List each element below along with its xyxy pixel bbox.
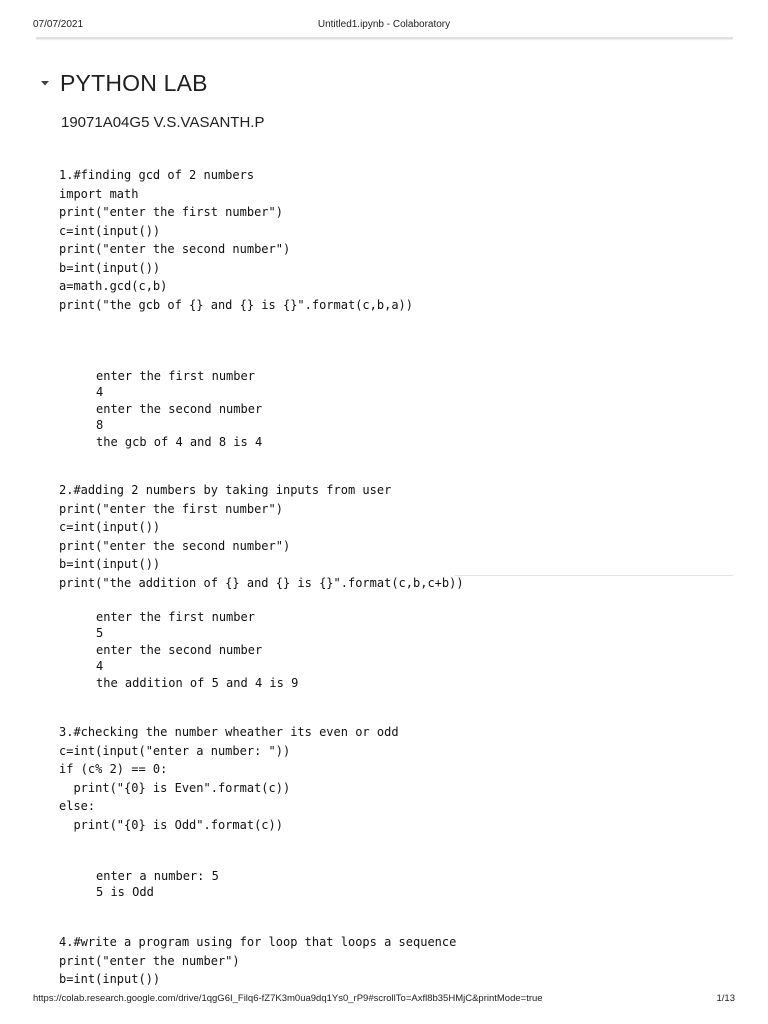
output-cell-2: enter the first number 5 enter the second number 4 the addition of 5 and 4 is 9: [96, 610, 299, 690]
print-date: 07/07/2021: [33, 19, 84, 30]
author-text: 19071A04G5 V.S.VASANTH.P: [61, 114, 265, 131]
cell-divider: [455, 575, 733, 576]
section-heading: [36, 66, 208, 100]
code-cell-2[interactable]: 2.#adding 2 numbers by taking inputs from user print("enter the first number") c=int(input()) print("enter the second number") b=int(input()) print("the addition of {} and {} is {}".format(c,b,c+b)): [59, 483, 464, 590]
caret-down-icon[interactable]: [36, 74, 54, 92]
output-cell-3: enter a number: 5 5 is Odd: [96, 869, 219, 900]
code-cell-1[interactable]: 1.#finding gcd of 2 numbers import math print("enter the first number") c=int(input()) print("enter the second number") b=int(input()) a=math.gcd(c,b) print("the gcb of {} and {} is {}".format(c,b,a)): [59, 168, 414, 312]
page-number: 1/13: [716, 993, 735, 1004]
code-cell-3[interactable]: 3.#checking the number wheather its even or odd c=int(input("enter a number: ")) if (c% 2) == 0: print("{0} is Even".format(c)) else: print("{0} is Odd".format(c)): [59, 725, 399, 832]
page-url: https://colab.research.google.com/drive/1qgG6I_Filq6-fZ7K3m0ua9dq1Ys0_rP9#scrollTo=Axfl8b35HMjC&printMode=true: [33, 993, 543, 1004]
print-header: [0, 0, 768, 40]
print-footer: [0, 990, 768, 1010]
code-cell-4[interactable]: 4.#write a program using for loop that loops a sequence print("enter the number") b=int(input()): [59, 935, 457, 986]
document-title: Untitled1.ipynb - Colaboratory: [317, 19, 451, 30]
header-divider: [36, 37, 733, 39]
section-title: PYTHON LAB: [60, 69, 208, 96]
output-cell-1: enter the first number 4 enter the second number 8 the gcb of 4 and 8 is 4: [96, 369, 263, 449]
